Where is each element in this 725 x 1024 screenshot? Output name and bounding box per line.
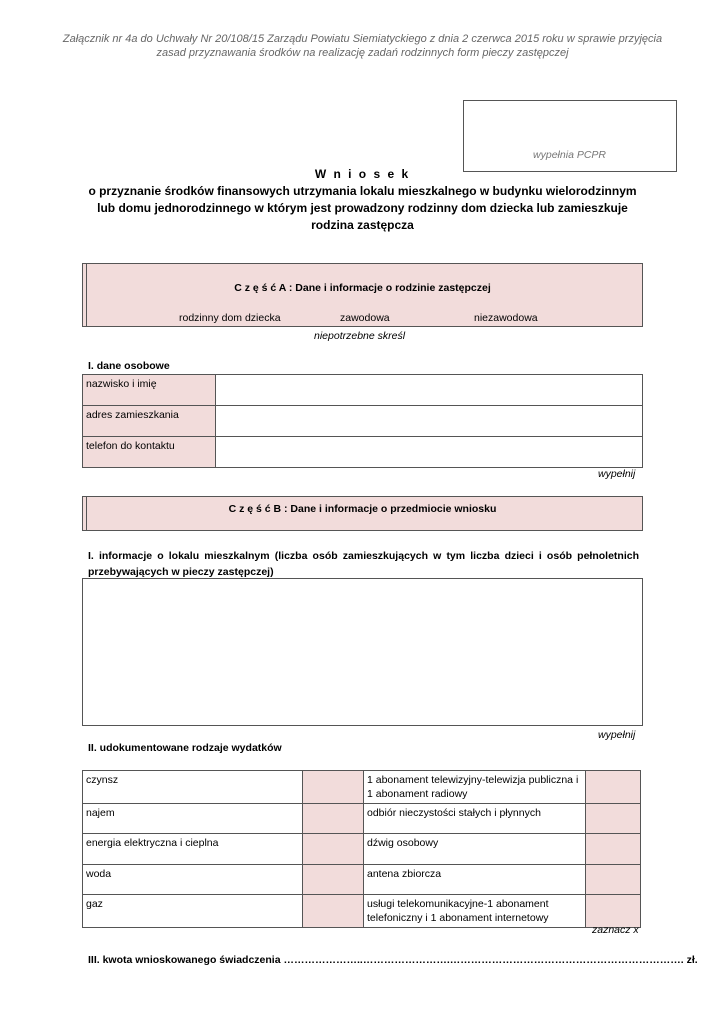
part-a-heading: C z ę ś ć A : Dane i informacje o rodzinie zastępczej <box>234 282 491 294</box>
currency-unit: zł. <box>686 954 698 966</box>
section-1-note: wypełnij <box>598 468 636 480</box>
amount-field[interactable]: …………………..…………………….…………………………………………………………. <box>283 954 684 966</box>
row-label-phone: telefon do kontaktu <box>83 437 216 468</box>
phone-field[interactable] <box>216 437 643 468</box>
address-field[interactable] <box>216 406 643 437</box>
document-title <box>60 166 665 234</box>
title-line-1: o przyznanie środków finansowych utrzymania lokalu mieszkalnego w budynku wielorodzinnym <box>88 184 637 198</box>
section-1-label: I. dane osobowe <box>88 360 170 372</box>
part-a-box <box>82 263 643 327</box>
section-3-label: III. kwota wnioskowanego świadczenia <box>88 954 281 966</box>
title-main: W n i o s e k <box>314 167 411 181</box>
expense-checkbox[interactable] <box>586 771 641 804</box>
row-label-address: adres zamieszkania <box>83 406 216 437</box>
name-field[interactable] <box>216 375 643 406</box>
part-b-box <box>82 496 643 531</box>
expense-label: 1 abonament telewizyjny-telewizja publiczna i 1 abonament radiowy <box>364 771 586 804</box>
expense-label: woda <box>83 865 303 895</box>
part-b-heading: C z ę ś ć B : Dane i informacje o przedmiocie wniosku <box>228 503 497 515</box>
expense-checkbox[interactable] <box>303 834 364 865</box>
row-label-name: nazwisko i imię <box>83 375 216 406</box>
expense-label: energia elektryczna i cieplna <box>83 834 303 865</box>
expenses-table <box>82 770 641 928</box>
expense-checkbox[interactable] <box>586 804 641 834</box>
pcpr-label: wypełnia PCPR <box>533 149 606 161</box>
expense-checkbox[interactable] <box>303 804 364 834</box>
expense-checkbox[interactable] <box>586 834 641 865</box>
section-b1-label: I. informacje o lokalu mieszkalnym (liczba osób zamieszkujących w tym liczba dzieci i osób pełnoletnich przebywających w pieczy zastępczej) <box>88 550 639 578</box>
title-line-3: rodzina zastępcza <box>311 218 414 232</box>
expense-label: antena zbiorcza <box>364 865 586 895</box>
title-line-2: lub domu jednorodzinnego w którym jest prowadzony rodzinny dom dziecka lub zamieszkuje <box>97 201 628 215</box>
expense-checkbox[interactable] <box>586 865 641 895</box>
section-2-label: II. udokumentowane rodzaje wydatków <box>88 742 282 754</box>
option-zawodowa[interactable]: zawodowa <box>340 312 390 324</box>
expense-label: najem <box>83 804 303 834</box>
personal-data-table <box>82 374 643 468</box>
option-rodzinny-dom-dziecka[interactable]: rodzinny dom dziecka <box>179 312 281 324</box>
expense-label: dźwig osobowy <box>364 834 586 865</box>
expense-label: gaz <box>83 895 303 928</box>
header-note: Załącznik nr 4a do Uchwały Nr 20/108/15 Zarządu Powiatu Siemiatyckiego z dnia 2 czerwca 2015 roku w sprawie przyjęcia zasad przyznawania środków na realizację zadań rodzinnych form pieczy zastępczej <box>62 33 663 59</box>
expense-checkbox[interactable] <box>303 865 364 895</box>
expense-label: odbiór nieczystości stałych i płynnych <box>364 804 586 834</box>
section-3-line <box>88 954 698 966</box>
part-a-note: niepotrzebne skreśl <box>314 330 406 342</box>
pcpr-box[interactable] <box>463 100 677 172</box>
section-2-note: zaznacz x <box>592 924 639 936</box>
expense-label: usługi telekomunikacyjne-1 abonament telefoniczny i 1 abonament internetowy <box>364 895 586 928</box>
expense-checkbox[interactable] <box>303 771 364 804</box>
expense-label: czynsz <box>83 771 303 804</box>
part-b-note: wypełnij <box>598 729 636 741</box>
expense-checkbox[interactable] <box>586 895 641 928</box>
option-niezawodowa[interactable]: niezawodowa <box>474 312 538 324</box>
part-a-divider <box>86 264 87 326</box>
housing-info-field[interactable] <box>82 578 643 726</box>
expense-checkbox[interactable] <box>303 895 364 928</box>
